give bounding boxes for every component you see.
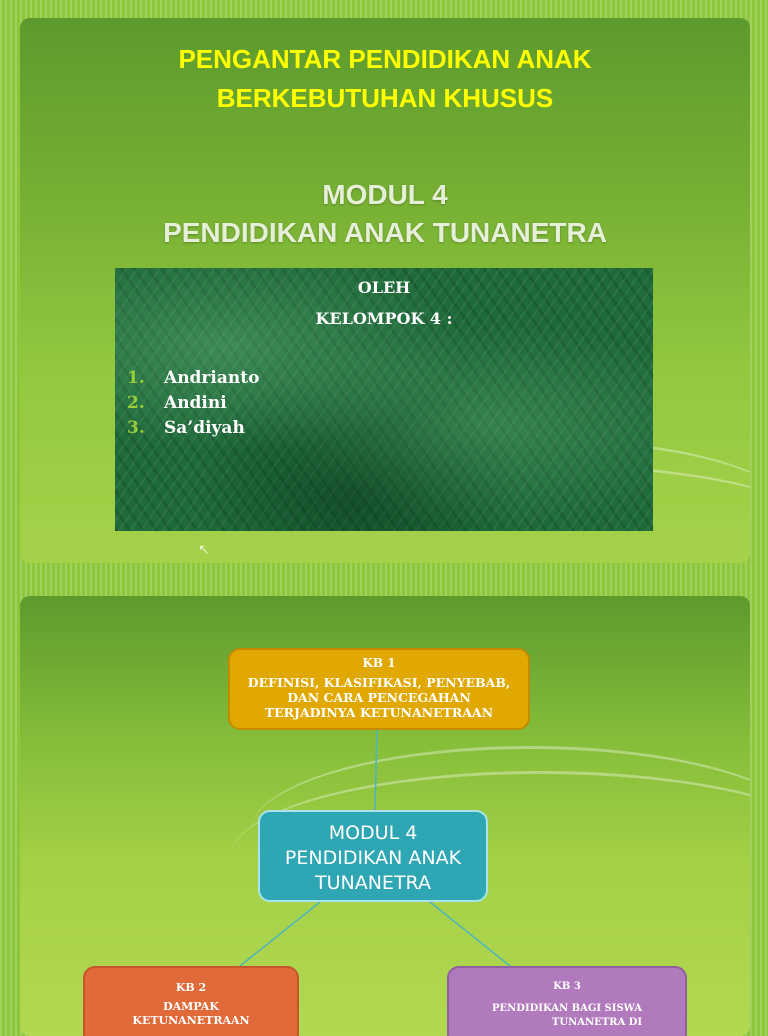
list-item (127, 416, 259, 441)
kb1-line: DAN CARA PENCEGAHAN (287, 690, 471, 705)
center-line: PENDIDIKAN ANAK (284, 847, 462, 869)
kb1-box (228, 648, 530, 730)
course-title (20, 40, 750, 118)
connector-kb3 (430, 902, 510, 966)
course-title-line2: BERKEBUTUHAN KHUSUS (216, 83, 554, 113)
kb1-heading: KB 1 (362, 656, 396, 670)
module-center-box (258, 810, 488, 902)
diagram-slide (20, 596, 750, 1036)
kb1-description (230, 675, 528, 720)
module-title (20, 176, 750, 252)
connector-kb2 (240, 902, 320, 966)
member-name: Sa’diyah (164, 418, 245, 438)
kb1-line: TERJADINYA KETUNANETRAAN (264, 705, 494, 720)
center-line: TUNANETRA (315, 872, 431, 894)
member-list (127, 366, 259, 441)
list-number: 1. (127, 368, 145, 388)
kb1-line: DEFINISI, KLASIFIKASI, PENYEBAB, (247, 675, 511, 690)
list-item (127, 391, 259, 416)
module-title-line1: MODUL 4 (322, 179, 448, 210)
kb2-box (83, 966, 299, 1036)
kb2-line: DAMPAK (163, 1000, 219, 1013)
list-number: 2. (127, 393, 145, 413)
list-item (127, 366, 259, 391)
group-label: KELOMPOK 4 : (315, 309, 453, 328)
connector-kb1 (375, 730, 377, 810)
kb3-line: PENDIDIKAN BAGI SISWA (491, 1003, 643, 1014)
kb2-line: KETUNANETRAAN (132, 1014, 250, 1027)
course-title-line1: PENGANTAR PENDIDIKAN ANAK (178, 44, 592, 74)
cursor-icon: ↖ (198, 541, 210, 557)
member-name: Andini (164, 393, 227, 413)
list-number: 3. (127, 418, 145, 438)
kb3-heading: KB 3 (553, 981, 581, 992)
title-slide (20, 18, 750, 563)
center-line: MODUL 4 (328, 822, 418, 844)
kb3-box (447, 966, 687, 1036)
member-name: Andrianto (164, 368, 260, 388)
module-title-line2: PENDIDIKAN ANAK TUNANETRA (163, 216, 607, 248)
author-panel (115, 268, 653, 531)
oleh-label: OLEH (357, 278, 411, 297)
kb2-heading: KB 2 (175, 981, 207, 994)
kb3-line: TUNANETRA DI (551, 1017, 643, 1028)
